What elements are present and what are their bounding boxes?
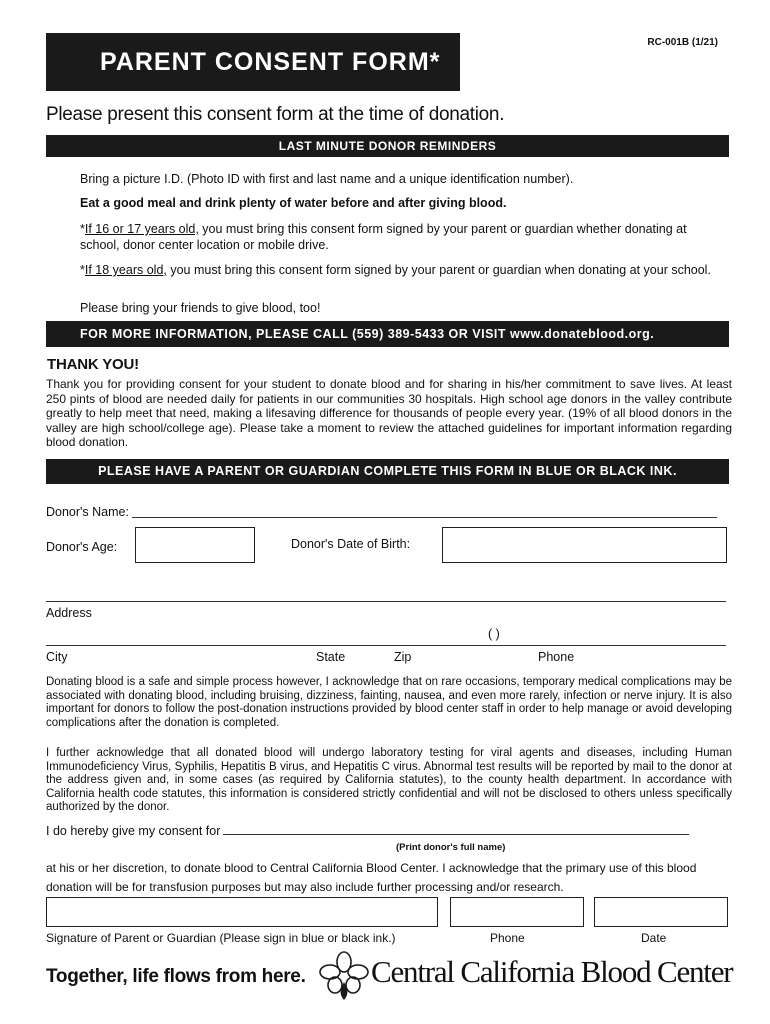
reminder-text: you must bring this consent form signed by your parent or guardian when donating at your school.: [166, 263, 711, 277]
address-label: Address: [46, 606, 92, 620]
asterisk: *: [80, 263, 85, 277]
more-info-banner: FOR MORE INFORMATION, PLEASE CALL (559) 389-5433 OR VISIT www.donateblood.org.: [46, 321, 729, 347]
asterisk: *: [80, 222, 85, 236]
signature-field[interactable]: [46, 897, 438, 927]
age-condition: If 18 years old,: [84, 263, 167, 277]
state-label: State: [316, 650, 346, 664]
address-field[interactable]: [46, 601, 726, 602]
thank-you-paragraph: Thank you for providing consent for your student to donate blood and for sharing in his/her commitment to save lives. At least 250 pints of blood are needed daily for patients in our communities 30 hospitals. High school age donors in the valley contribute greatly to help meet that need, making a lifesaving difference for thousands of people every year. (19% of all blood donors in the valley are high school/college age). Please take a moment to review the attached guidelines for important information regarding blood donation.: [46, 377, 732, 449]
age-condition: If 16 or 17 years old,: [84, 222, 199, 236]
phone-parens: ( ): [488, 627, 500, 641]
thank-you-heading: THANK YOU!: [47, 356, 139, 373]
logo-wordmark: Central California Blood Center: [371, 954, 733, 989]
signature-label: Signature of Parent or Guardian (Please sign in blue or black ink.): [46, 931, 396, 945]
signature-date-field[interactable]: [594, 897, 728, 927]
consent-paragraph: at his or her discretion, to donate blood to Central California Blood Center. I acknowledge that the primary use of this blood donation will be for transfusion purposes but may also include further processing and/or research.: [46, 861, 697, 894]
donor-age-label: Donor's Age:: [46, 540, 118, 554]
form-code: RC-001B (1/21): [647, 37, 718, 48]
reminder-photo-id: Bring a picture I.D. (Photo ID with first and last name and a unique identification number).: [80, 172, 574, 186]
acknowledgement-testing: I further acknowledge that all donated blood will undergo laboratory testing for viral agents and diseases, including Human Immunodeficiency Virus, Syphilis, Hepatitis B virus, and Hepatitis C virus. Abnormal test results will be reported by mail to the donor at the address given and, in some cases (as required by California statutes), to the county health department. In accordance with California health code statutes, this information is considered strictly confidential and will not be disclosed to others unless specifically authorized by the donor.: [46, 747, 732, 813]
footer-tagline: Together, life flows from here.: [46, 966, 306, 987]
city-state-zip-phone-field[interactable]: [46, 645, 726, 646]
signature-phone-label: Phone: [490, 931, 525, 945]
donor-full-name-field[interactable]: [223, 834, 689, 835]
city-label: City: [46, 650, 68, 664]
consent-lead: I do hereby give my consent for: [46, 824, 221, 838]
acknowledgement-risks: Donating blood is a safe and simple process however, I acknowledge that on rare occasions, temporary medical complications may be associated with donating blood, including bruising, dizziness, fainting, nausea, and even more rarely, infection or nerve injury. It is also important for donors to follow the post-donation instructions provided by blood center staff in order to help manage or avoid developing complications after the donation is completed.: [46, 676, 732, 729]
form-title: PARENT CONSENT FORM*: [100, 48, 441, 76]
reminders-header: LAST MINUTE DONOR REMINDERS: [46, 135, 729, 157]
reminder-18: [80, 262, 725, 278]
dob-field[interactable]: [442, 527, 727, 563]
dob-label: Donor's Date of Birth:: [291, 537, 411, 551]
guardian-instruction: PLEASE HAVE A PARENT OR GUARDIAN COMPLETE THIS FORM IN BLUE OR BLACK INK.: [46, 459, 729, 484]
reminder-16-17: [80, 221, 725, 253]
zip-label: Zip: [394, 650, 412, 664]
reminder-eat-meal: Eat a good meal and drink plenty of water before and after giving blood.: [80, 196, 507, 210]
print-name-note: (Print donor's full name): [396, 842, 506, 853]
present-note: Please present this consent form at the time of donation.: [46, 104, 505, 125]
phone-label: Phone: [538, 650, 575, 664]
reminder-text: you must bring this consent form signed by your parent or guardian whether donating at school, donor center location or mobile drive.: [80, 222, 687, 252]
donor-age-field[interactable]: [135, 527, 255, 563]
reminder-friends: Please bring your friends to give blood, too!: [80, 301, 321, 315]
signature-date-label: Date: [641, 931, 667, 945]
donor-name-field[interactable]: [132, 517, 717, 518]
signature-phone-field[interactable]: [450, 897, 584, 927]
flower-drop-icon: [318, 950, 370, 1007]
donor-name-label: Donor's Name:: [46, 505, 129, 519]
